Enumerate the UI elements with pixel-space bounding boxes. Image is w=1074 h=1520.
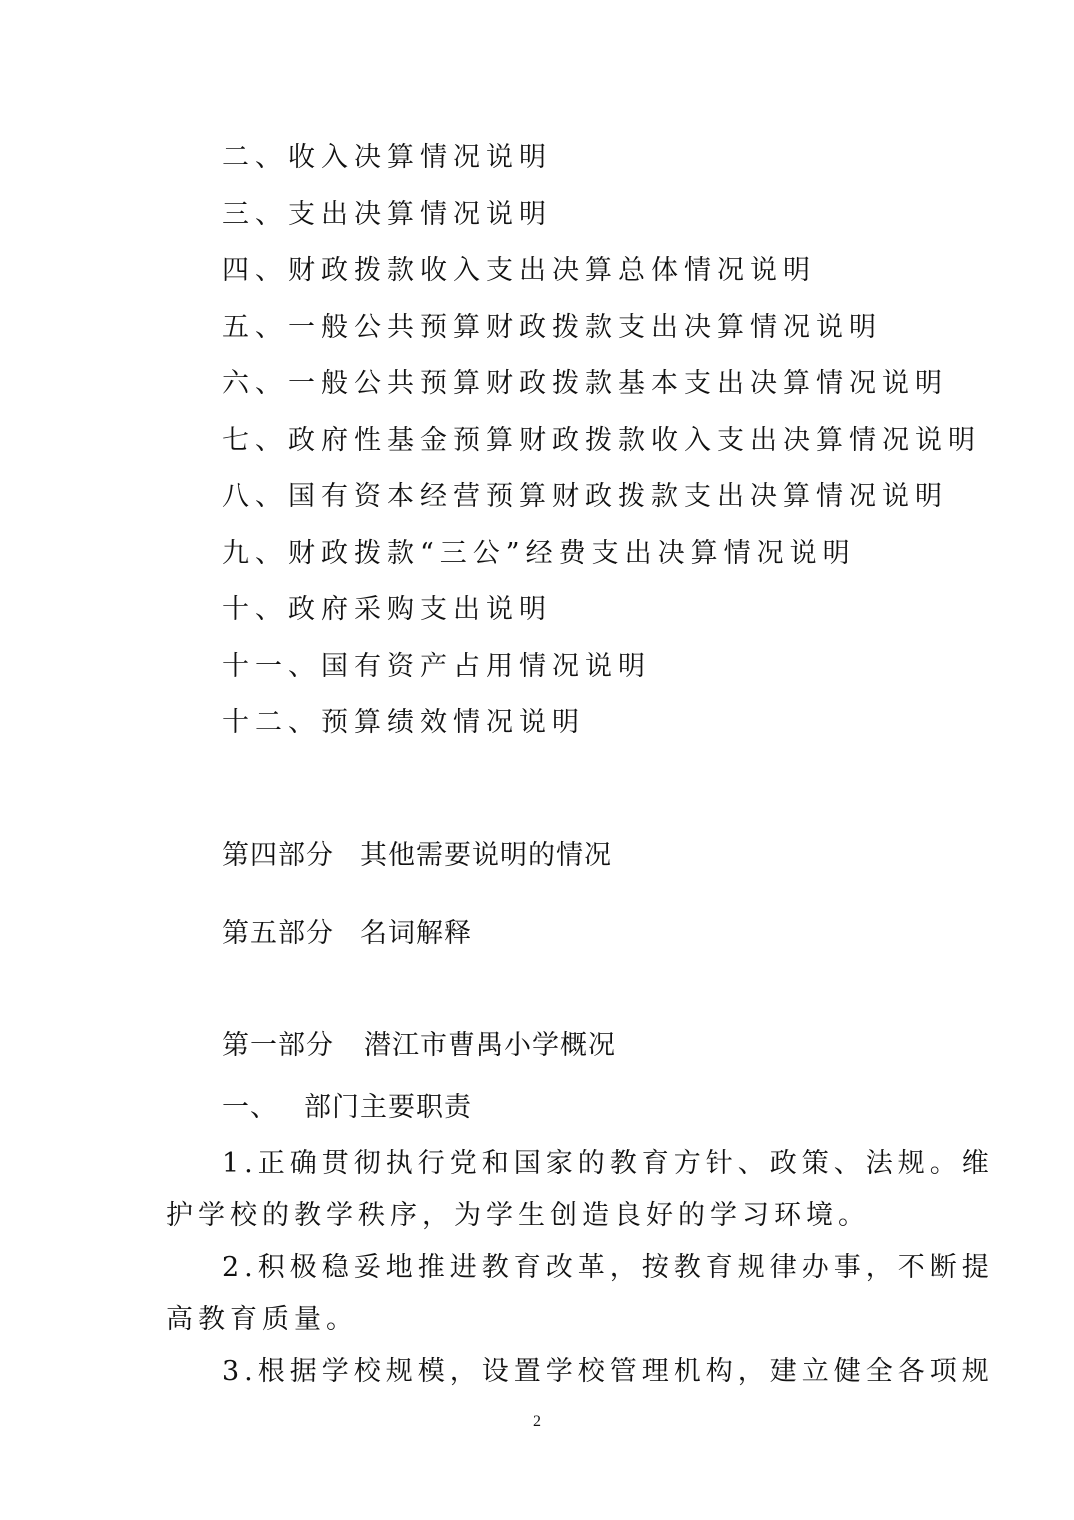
paragraph-line: 护学校的教学秩序，为学生创造良好的学习环境。 <box>166 1200 870 1231</box>
part5-heading <box>222 914 472 954</box>
section1-title: 部门主要职责 <box>304 1092 472 1123</box>
section1-label: 一、 <box>222 1092 278 1123</box>
toc-item: 九、财政拨款“三公”经费支出决算情况说明 <box>222 537 856 569</box>
toc-item: 五、一般公共预算财政拨款支出决算情况说明 <box>222 311 882 343</box>
part4-label: 第四部分 <box>222 840 334 871</box>
paragraph-line: 3.根据学校规模，设置学校管理机构，建立健全各项规 <box>222 1356 994 1387</box>
paragraph-line: 高教育质量。 <box>166 1304 358 1335</box>
part5-title: 名词解释 <box>360 918 472 949</box>
toc-item: 三、支出决算情况说明 <box>222 198 552 230</box>
paragraph-2 <box>166 1242 994 1346</box>
paragraph-line: 2.积极稳妥地推进教育改革，按教育规律办事，不断提 <box>222 1252 994 1283</box>
section1-heading <box>222 1088 472 1128</box>
toc-item: 二、收入决算情况说明 <box>222 142 552 173</box>
part1-label: 第一部分 <box>222 1030 334 1061</box>
toc-item: 七、政府性基金预算财政拨款收入支出决算情况说明 <box>222 424 981 456</box>
toc-item: 八、国有资本经营预算财政拨款支出决算情况说明 <box>222 481 948 512</box>
table-of-contents <box>222 138 981 760</box>
part4-heading <box>222 836 612 876</box>
part4-title: 其他需要说明的情况 <box>360 840 612 871</box>
toc-item: 十一、国有资产占用情况说明 <box>222 650 651 682</box>
paragraph-3 <box>166 1346 994 1398</box>
toc-item: 十、政府采购支出说明 <box>222 594 552 625</box>
page-number: 2 <box>533 1413 541 1430</box>
toc-item: 六、一般公共预算财政拨款基本支出决算情况说明 <box>222 368 948 399</box>
part1-title: 潜江市曹禺小学概况 <box>364 1030 616 1061</box>
part1-heading <box>222 1026 616 1066</box>
part5-label: 第五部分 <box>222 918 334 949</box>
paragraph-1 <box>166 1138 994 1242</box>
toc-item: 十二、预算绩效情况说明 <box>222 707 585 738</box>
toc-item: 四、财政拨款收入支出决算总体情况说明 <box>222 255 816 286</box>
paragraph-line: 1.正确贯彻执行党和国家的教育方针、政策、法规。维 <box>222 1148 994 1179</box>
